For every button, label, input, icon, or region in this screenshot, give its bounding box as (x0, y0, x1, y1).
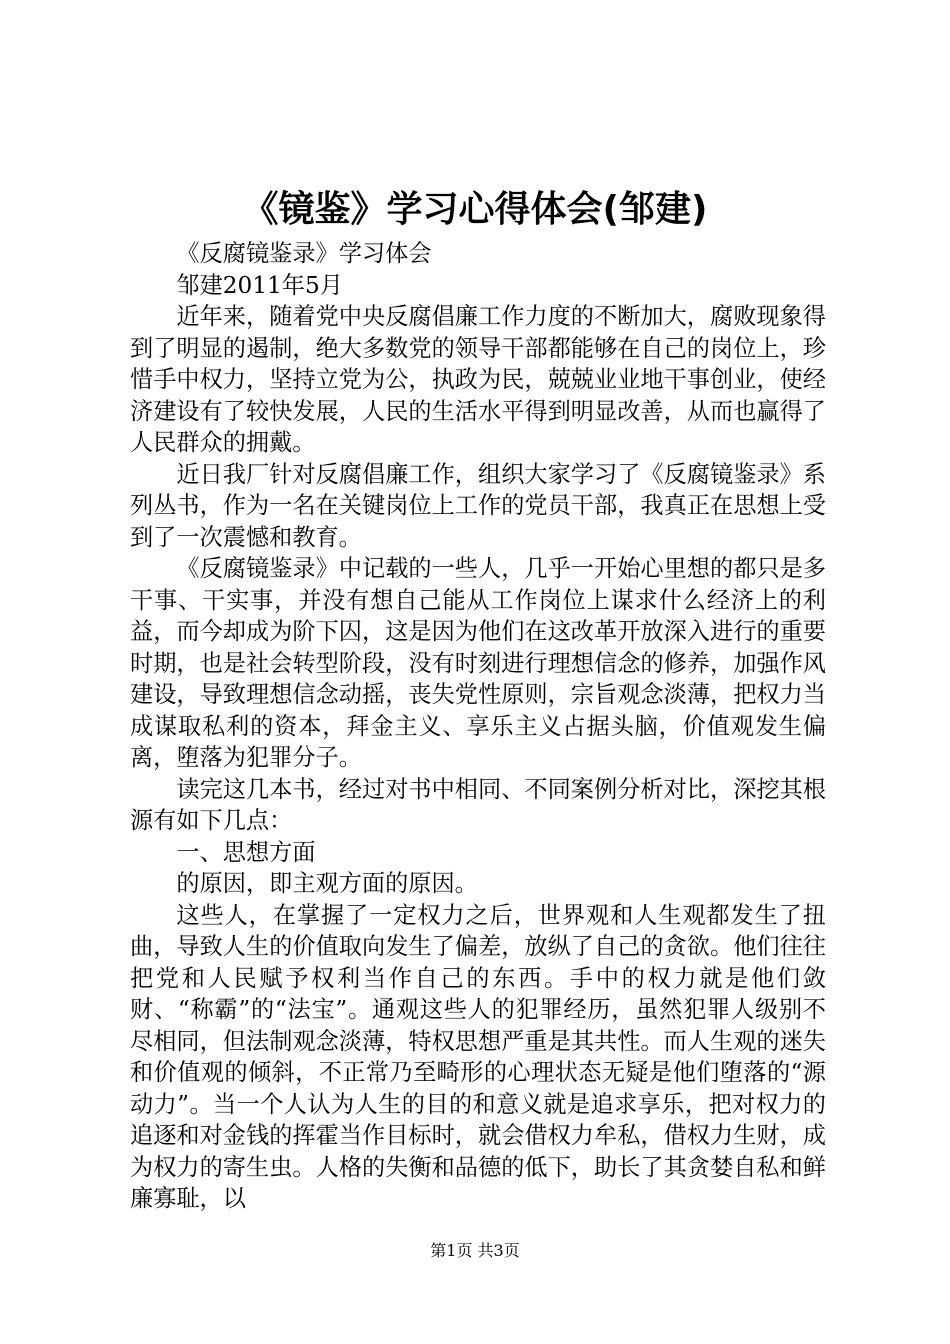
section-heading: 一、思想方面 (176, 838, 316, 866)
body-paragraph: 读完这几本书，经过对书中相同、不同案例分析对比，深挖其根源有如下几点： (130, 775, 826, 834)
document-title: 《镜鉴》学习心得体会(邹建) (242, 189, 708, 230)
author-date-paragraph: 邹建2011年5月 (176, 271, 343, 299)
document-body (130, 238, 826, 1215)
body-paragraph: 近日我厂针对反腐倡廉工作，组织大家学习了《反腐镜鉴录》系列丛书，作为一名在关键岗位上工作的党员干部，我真正在思想上受到了一次震憾和教育。 (130, 460, 826, 551)
body-paragraph: 近年来，随着党中央反腐倡廉工作力度的不断加大，腐败现象得到了明显的遏制，绝大多数党的领导干部都能够在自己的岗位上，珍惜手中权力，坚持立党为公，执政为民，兢兢业业地干事创业，使经济建设有了较快发展，人民的生活水平得到明显改善，从而也赢得了人民群众的拥戴。 (130, 303, 826, 456)
body-paragraph: 的原因，即主观方面的原因。 (176, 870, 478, 897)
body-paragraph: 这些人，在掌握了一定权力之后，世界观和人生观都发生了扭曲，导致人生的价值取向发生了偏差，放纵了自己的贪欲。他们往往把党和人民赋予权利当作自己的东西。手中的权力就是他们敛财、“称霸”的“法宝”。通观这些人的犯罪经历，虽然犯罪人级别不尽相同，但法制观念淡薄，特权思想严重是其共性。而人生观的迷失和价值观的倾斜，不正常乃至畸形的心理状态无疑是他们堕落的“源动力”。当一个人认为人生的目的和意义就是追求享乐，把对权力的追逐和对金钱的挥霍当作目标时，就会借权力牟私，借权力生财，成为权力的寄生虫。人格的失衡和品德的低下，助长了其贪婪自私和鲜廉寡耻，以 (130, 901, 826, 1212)
subtitle-paragraph: 《反腐镜鉴录》学习体会 (176, 240, 432, 267)
body-paragraph: 《反腐镜鉴录》中记载的一些人，几乎一开始心里想的都只是多干事、干实事，并没有想自己能从工作岗位上谋求什么经济上的利益，而今却成为阶下囚，这是因为他们在这改革开放深入进行的重要时期，也是社会转型阶段，没有时刻进行理想信念的修养，加强作风建设，导致理想信念动摇，丧失党性原则，宗旨观念淡薄，把权力当成谋取私利的资本，拜金主义、享乐主义占据头脑，价值观发生偏离，堕落为犯罪分子。 (130, 555, 826, 771)
page-number-footer: 第1页 共3页 (430, 1241, 520, 1260)
